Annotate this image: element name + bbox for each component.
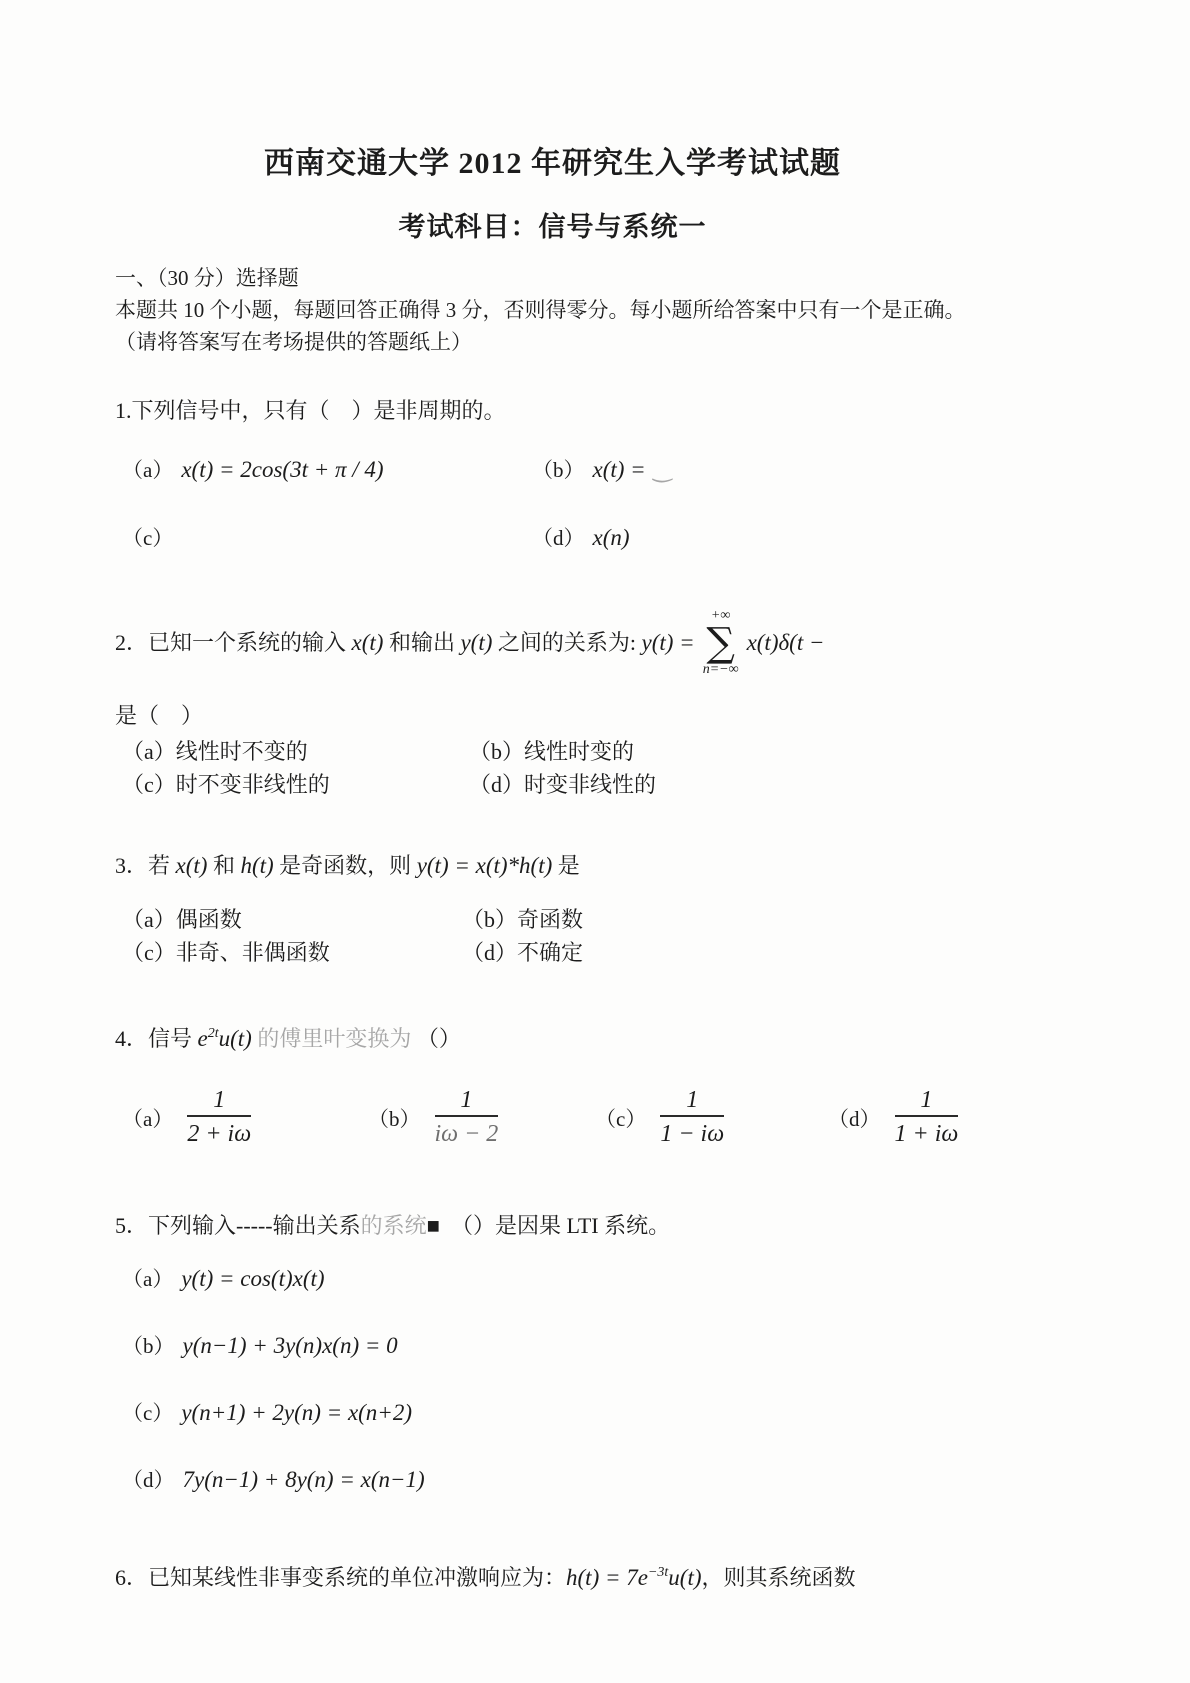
question-5 [115,1207,1090,1500]
fraction-numerator: 1 [213,1087,226,1113]
document-header [65,145,1040,245]
option-formula: x(n) [592,525,630,550]
q4-option-d [821,1086,1090,1149]
question-3 [115,849,1090,969]
q5-option-a [115,1259,1090,1299]
option-label: （b） [122,1334,175,1358]
section-instructions-line1: 本题共 10 个小题，每题回答正确得 3 分，否则得零分。每小题所给答案中只有一个是正确。 [115,298,966,322]
faded-print-mark: ‿ [653,457,673,482]
option-formula: y(n+1) + 2y(n) = x(n+2) [181,1400,412,1425]
fraction-numerator: 1 [460,1087,473,1113]
option-label: （b） [368,1106,421,1131]
sum-upper-limit: +∞ [710,608,731,623]
fraction [435,1086,499,1149]
option-label: （d） [122,1468,175,1492]
q3-option-c: （c）非奇、非偶函数 [122,940,330,965]
q1-option-a [115,450,525,490]
q5-option-b [115,1326,1090,1366]
fraction [660,1086,724,1149]
question-1-stem: 1.下列信号中，只有（ ）是非周期的。 [115,398,506,423]
q5-option-c [115,1393,1090,1433]
option-label: （a） [122,1267,174,1291]
question-4 [115,1017,1090,1149]
option-formula: y(t) = cos(t)x(t) [181,1266,325,1291]
q4-option-a [115,1086,361,1149]
section-heading: 一、（30 分）选择题 [115,266,299,290]
section-instructions-line2: （请将答案写在考场提供的答题纸上） [115,330,472,354]
fraction-denominator: iω − 2 [434,1121,499,1147]
q4-option-c [588,1086,821,1149]
option-label: （d） [828,1106,881,1131]
q1-option-b [525,450,1090,490]
fraction [187,1086,251,1149]
question-2-stem [115,602,1090,684]
option-formula: x(t) = [592,457,646,482]
question-1-options [115,450,1090,558]
sigma-glyph: ∑ [706,620,735,666]
q2-option-b: （b）线性时变的 [469,739,635,764]
q3-option-d: （d）不确定 [462,940,584,965]
q5-option-d [115,1460,1090,1500]
question-1 [115,394,1090,558]
q1-option-d [525,518,1090,558]
q4-option-b [361,1086,588,1149]
option-formula: x(t) = 2cos(3t + π / 4) [181,457,384,482]
q3-option-b: （b）奇函数 [462,907,584,932]
option-label: （a） [122,1106,174,1131]
fraction-numerator: 1 [686,1087,699,1113]
sum-lower-limit: n=−∞ [702,662,739,677]
question-6-stem: 6．已知某线性非事变系统的单位冲激响应为：$h(t) = 7e^{-3t}u(t)$，则其系统函数 [115,1565,856,1590]
option-label: （b） [532,458,585,482]
question-2-options [115,735,1090,801]
option-label: （c） [122,1401,174,1425]
summation-symbol [703,609,739,677]
option-formula: y(n−1) + 3y(n)x(n) = 0 [182,1333,398,1358]
fraction-numerator: 1 [920,1087,933,1113]
question-4-stem: 4．信号 $e^{2t}u(t)$ 的傅里叶变换为 （） [115,1026,461,1051]
option-label: （c） [595,1106,647,1131]
q2-stem-text: 2．已知一个系统的输入 x(t) 和输出 y(t) 之间的关系为: y(t) = [115,630,695,655]
question-4-options [115,1086,1090,1149]
q2-option-d: （d）时变非线性的 [469,772,657,797]
fraction-denominator: 1 + iω [894,1121,959,1147]
question-3-options [115,903,1090,969]
exam-subject: 考试科目：信号与系统一 [398,212,707,242]
option-label: （d） [532,526,585,550]
fraction-denominator: 2 + iω [187,1121,252,1147]
option-label: （c） [122,526,174,550]
fraction [895,1086,959,1149]
question-2 [115,602,1090,801]
question-3-stem: 3．若 x(t) 和 h(t) 是奇函数，则 y(t) = x(t)*h(t) 是 [115,853,580,878]
q1-option-c [115,518,525,558]
question-5-stem: 5．下列输入-----输出关系的系统■ （）是因果 LTI 系统。 [115,1213,671,1238]
q2-option-c: （c）时不变非线性的 [122,772,330,797]
fraction-denominator: 1 − iω [660,1121,725,1147]
option-formula: 7y(n−1) + 8y(n) = x(n−1) [182,1467,425,1492]
page-title: 西南交通大学 2012 年研究生入学考试试题 [264,147,841,180]
q3-option-a: （a）偶函数 [122,907,242,932]
option-label: （a） [122,458,174,482]
q2-stem-formula-tail: x(t)δ(t − [746,630,825,655]
question-2-stem-line2: 是（ ） [115,703,204,728]
q2-option-a: （a）线性时不变的 [122,739,308,764]
